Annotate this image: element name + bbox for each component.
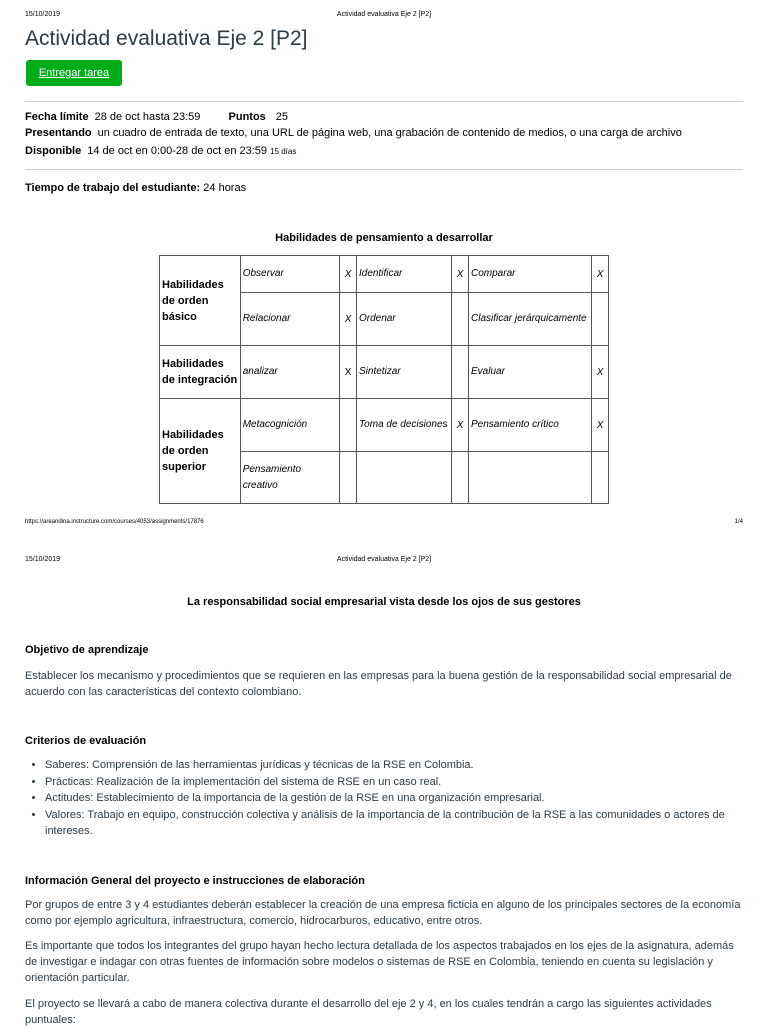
mark-cell: [452, 452, 469, 504]
skill-cell: [469, 452, 592, 504]
mark-cell: X: [340, 256, 357, 293]
list-item: • Saberes: Comprensión de las herramientas jurídicas y técnicas de la RSE en Colombia.: [45, 757, 745, 774]
skill-cell: Pensamiento creativo: [240, 452, 339, 504]
skill-cell: Comparar: [469, 256, 592, 293]
section-heading: La responsabilidad social empresarial vista desde los ojos de sus gestores: [187, 596, 581, 608]
divider: [25, 169, 743, 170]
table-row: [160, 346, 609, 399]
print-date: 15/10/2019: [25, 11, 61, 18]
due-row: [25, 111, 288, 123]
list-item: • Valores: Trabajo en equipo, construcción colectiva y análisis de la importancia de la contribución de la RSE a las comunidades o actores de intereses.: [45, 807, 745, 840]
skill-cell: Pensamiento crítico: [469, 399, 592, 452]
submit-assignment-button[interactable]: Entregar tarea: [26, 60, 122, 86]
print-date: 15/10/2019: [25, 556, 61, 563]
mark-cell: [340, 399, 357, 452]
print-doc-title: Actividad evaluativa Eje 2 [P2]: [336, 11, 432, 18]
work-time-value: 24 horas: [203, 182, 247, 194]
row-header: Habilidades de integración: [160, 346, 241, 399]
skill-cell: Relacionar: [240, 293, 339, 346]
row-header: Habilidades de orden superior: [160, 399, 241, 504]
skill-cell: Toma de decisiones: [356, 399, 451, 452]
skills-table: [159, 255, 609, 504]
skill-cell: Sintetizar: [356, 346, 451, 399]
available-label: Disponible: [25, 145, 82, 157]
skill-cell: Clasificar jerárquicamente: [469, 293, 592, 346]
mark-cell: X: [592, 399, 609, 452]
table-title: Habilidades de pensamiento a desarrollar: [275, 232, 493, 244]
page-url: https://areandina.instructure.com/courses/4053/assignments/17876: [25, 519, 204, 525]
skill-cell: Identificar: [356, 256, 451, 293]
objective-text: Establecer los mecanismo y procedimientos que se requieren en las empresas para la buena gestión de la responsabilidad social empresarial de acuerdo con las características del contexto colombiano.: [25, 670, 732, 698]
divider: [25, 101, 743, 102]
objective-title: Objetivo de aprendizaje: [25, 644, 149, 656]
assignment-page: [25, 26, 743, 491]
mark-cell: [340, 452, 357, 504]
mark-cell: X: [592, 346, 609, 399]
submitting-label: Presentando: [25, 127, 92, 139]
list-item: • Prácticas: Realización de la implementación del sistema de RSE en un caso real.: [45, 774, 745, 791]
mark-cell: X: [340, 293, 357, 346]
work-time-row: [25, 182, 246, 194]
due-value: 28 de oct hasta 23:59: [94, 111, 201, 123]
skill-cell: Ordenar: [356, 293, 451, 346]
submitting-row: [25, 127, 682, 139]
row-header: Habilidades de orden básico: [160, 256, 241, 346]
mark-cell: [592, 452, 609, 504]
paragraph: El proyecto se llevará a cabo de manera colectiva durante el desarrollo del eje 2 y 4, en los cuales tendrán a cargo las siguientes actividades puntuales:: [25, 998, 712, 1026]
mark-cell: [452, 293, 469, 346]
paragraph: Por grupos de entre 3 y 4 estudiantes deberán establecer la creación de una empresa ficticia en alguno de los principales sectores de la economía como por ejemplo agricultura, infraestructura, comercio, hidrocarburos, educativo, entre otros.: [25, 899, 741, 927]
available-value: 14 de oct en 0:00-28 de oct en 23:59: [87, 145, 268, 157]
mark-cell: X: [452, 256, 469, 293]
skill-cell: Observar: [240, 256, 339, 293]
mark-cell: [592, 293, 609, 346]
print-doc-title: Actividad evaluativa Eje 2 [P2]: [336, 556, 432, 563]
page-title: Actividad evaluativa Eje 2 [P2]: [25, 27, 308, 50]
table-row: [160, 256, 609, 293]
submitting-value: un cuadro de entrada de texto, una URL de página web, una grabación de contenido de medios, o una carga de archivo: [97, 127, 682, 139]
mark-cell: X: [340, 346, 357, 399]
due-label: Fecha límite: [25, 111, 89, 123]
page-number: 1/4: [734, 519, 743, 525]
mark-cell: [452, 346, 469, 399]
work-time-label: Tiempo de trabajo del estudiante:: [25, 182, 201, 194]
criteria-list: [25, 757, 745, 840]
paragraph: Es importante que todos los integrantes del grupo hayan hecho lectura detallada de los aspectos trabajados en los ejes de la asignatura, además de investigar e indagar con otras fuentes de información sobre modelos o sistemas de RSE en Colombia, teniendo en cuenta su legislación y orientación particular.: [25, 940, 734, 984]
info-title: Información General del proyecto e instrucciones de elaboración: [25, 875, 365, 887]
available-days: 15 días: [270, 147, 297, 156]
table-row: [160, 399, 609, 452]
skill-cell: Evaluar: [469, 346, 592, 399]
mark-cell: X: [592, 256, 609, 293]
list-item: • Actitudes: Establecimiento de la importancia de la gestión de la RSE en una organización empresarial.: [45, 790, 745, 807]
skill-cell: analizar: [240, 346, 339, 399]
mark-cell: X: [452, 399, 469, 452]
available-row: [25, 145, 296, 157]
criteria-title: Criterios de evaluación: [25, 735, 147, 747]
points-value: 25: [275, 111, 289, 123]
points-label: Puntos: [228, 111, 266, 123]
skill-cell: [356, 452, 451, 504]
skill-cell: Metacognición: [240, 399, 339, 452]
